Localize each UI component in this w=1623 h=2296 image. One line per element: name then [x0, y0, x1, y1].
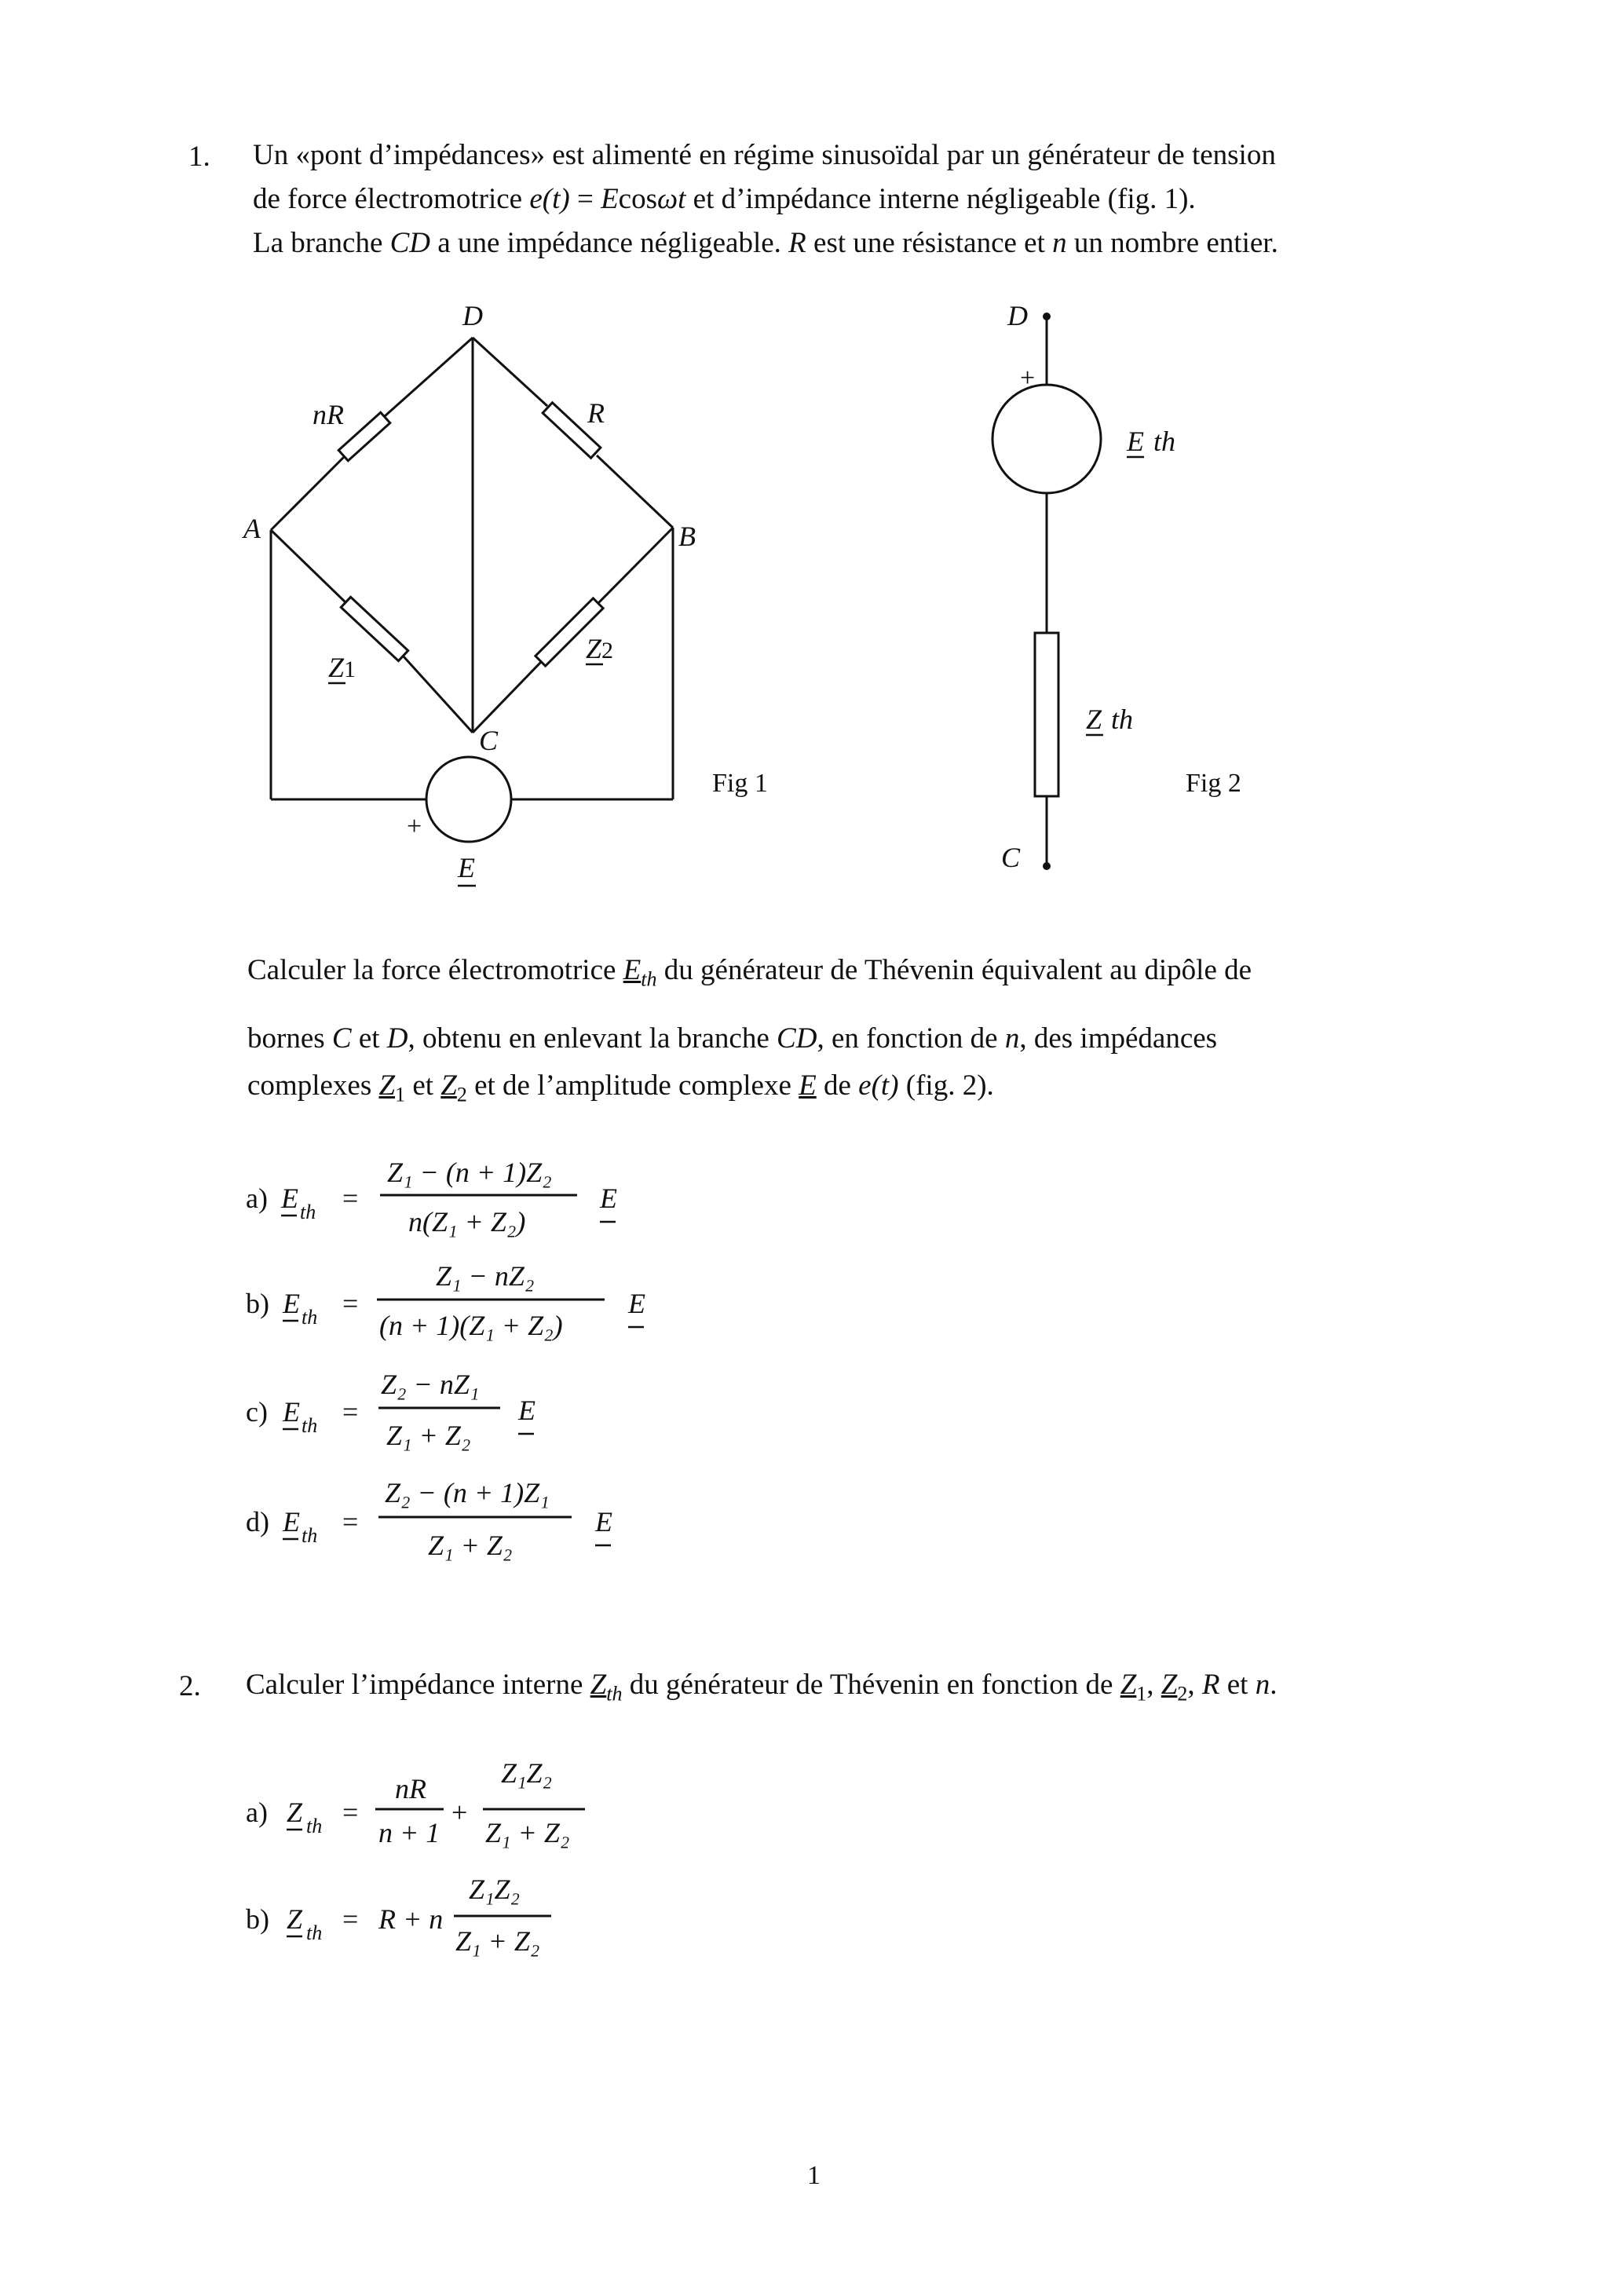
svg-text:th: th: [302, 1414, 318, 1437]
svg-text:nR: nR: [395, 1773, 426, 1804]
svg-text:Z: Z: [287, 1797, 303, 1828]
fig1-label-Z2: Z2: [586, 633, 614, 664]
svg-text:a): a): [246, 1797, 268, 1828]
svg-text:Z₂ − (n + 1)Z₁: Z₂ − (n + 1)Z₁: [385, 1477, 550, 1508]
svg-text:Z₁Z₂: Z₁Z₂: [501, 1757, 553, 1789]
svg-text:+: +: [451, 1797, 468, 1828]
circuit-figures: [0, 0, 1623, 942]
svg-text:Z₁ − nZ₂: Z₁ − nZ₂: [436, 1260, 535, 1292]
resistor-nR: [338, 412, 390, 461]
svg-text:E: E: [281, 1183, 298, 1214]
question-1-number: 1.: [188, 141, 210, 173]
svg-text:R + n: R + n: [378, 1903, 444, 1935]
svg-text:=: =: [342, 1903, 359, 1935]
fig1-node-B: B: [678, 521, 696, 552]
fig1-label-nR: nR: [313, 399, 344, 430]
thevenin-impedance: [1035, 633, 1058, 796]
svg-text:d): d): [246, 1506, 269, 1537]
fig1-source-plus: +: [407, 812, 422, 841]
fig1-node-A: A: [243, 513, 261, 544]
fig2-caption: Fig 2: [1186, 769, 1241, 798]
fig1-label-R: R: [587, 397, 605, 429]
answer-1c: [246, 1369, 536, 1451]
svg-text:th: th: [300, 1201, 316, 1223]
svg-text:=: =: [342, 1797, 359, 1828]
resistor-Z1: [341, 597, 408, 660]
answer-1d: [246, 1477, 612, 1561]
fig1-node-D: D: [462, 300, 483, 331]
thevenin-source: [992, 385, 1101, 493]
svg-text:th: th: [302, 1306, 318, 1329]
page-number: 1: [807, 2161, 821, 2190]
svg-text:Z₁Z₂: Z₁Z₂: [469, 1874, 521, 1905]
question-1-line-3: La branche CD a une impédance négligeable. R est une résistance et n un nombre entier.: [253, 227, 1278, 259]
fig1-caption: Fig 1: [712, 769, 768, 798]
voltage-source-E: [426, 757, 511, 842]
svg-text:th: th: [302, 1524, 318, 1547]
calc-1-line-3: complexes $Z_1$ et $Z_2$ et de l’amplitude complexe E de e(t) (fig. 2).: [247, 1069, 994, 1106]
svg-text:(n + 1)(Z₁ + Z₂): (n + 1)(Z₁ + Z₂): [379, 1310, 563, 1341]
fig1-label-Z1: Z1: [328, 652, 356, 683]
svg-text:b): b): [246, 1903, 269, 1935]
svg-text:th: th: [306, 1921, 323, 1944]
answer-2a: [246, 1757, 585, 1848]
answer-1b: [246, 1260, 645, 1341]
question-1-line-1: Un «pont d’impédances» est alimenté en régime sinusoïdal par un générateur de tension: [253, 139, 1276, 171]
svg-text:b): b): [246, 1288, 269, 1319]
svg-text:E: E: [283, 1396, 300, 1428]
svg-text:E: E: [283, 1288, 300, 1319]
svg-text:=: =: [342, 1506, 359, 1537]
question-2-number: 2.: [179, 1670, 201, 1702]
fig2-label-Eth: E th: [1127, 426, 1176, 457]
svg-text:=: =: [342, 1288, 359, 1319]
svg-text:Z₁ + Z₂: Z₁ + Z₂: [455, 1925, 540, 1957]
calc-1-text: [247, 941, 1457, 1125]
svg-text:Z₁ + Z₂: Z₁ + Z₂: [428, 1530, 513, 1561]
svg-text:Z₁ + Z₂: Z₁ + Z₂: [386, 1420, 471, 1451]
svg-text:E: E: [600, 1183, 617, 1214]
question-1-line-2: de force électromotrice e(t) = Ecosωt et d’impédance interne négligeable (fig. 1).: [253, 183, 1196, 215]
svg-text:E: E: [518, 1395, 536, 1426]
svg-text:c): c): [246, 1396, 268, 1428]
svg-text:Z₁ + Z₂: Z₁ + Z₂: [485, 1817, 570, 1848]
svg-text:Z₂ − nZ₁: Z₂ − nZ₁: [381, 1369, 480, 1400]
svg-text:=: =: [342, 1183, 359, 1214]
fig2-node-D: D: [1007, 300, 1028, 331]
svg-text:th: th: [306, 1815, 323, 1837]
svg-text:a): a): [246, 1183, 268, 1214]
fig1-node-C: C: [479, 725, 499, 756]
answer-1a: [246, 1157, 617, 1238]
fig1-source-label: E: [458, 852, 475, 883]
question-2-text: Calculer l’impédance interne $Z_{th}$ du générateur de Thévenin en fonction de $Z_1$, $Z_2$, R et n.: [246, 1669, 1278, 1706]
svg-text:n + 1: n + 1: [378, 1817, 440, 1848]
calc-1-line-2: bornes C et D, obtenu en enlevant la branche CD, en fonction de n, des impédances: [247, 1022, 1218, 1055]
calc-1-line-1: Calculer la force électromotrice $E_{th}$ du générateur de Thévenin équivalent au dipôle de: [247, 954, 1252, 991]
svg-text:Z₁ − (n + 1)Z₂: Z₁ − (n + 1)Z₂: [387, 1157, 552, 1188]
svg-text:E: E: [595, 1506, 612, 1537]
svg-text:E: E: [628, 1288, 645, 1319]
svg-text:n(Z₁ + Z₂): n(Z₁ + Z₂): [408, 1206, 526, 1238]
fig2-plus: +: [1020, 364, 1036, 393]
fig2-label-Zth: Z th: [1086, 704, 1134, 735]
svg-text:Z: Z: [287, 1903, 303, 1935]
svg-text:E: E: [283, 1506, 300, 1537]
answer-2b: [246, 1874, 551, 1957]
fig2-node-C: C: [1001, 842, 1021, 873]
svg-text:=: =: [342, 1396, 359, 1428]
